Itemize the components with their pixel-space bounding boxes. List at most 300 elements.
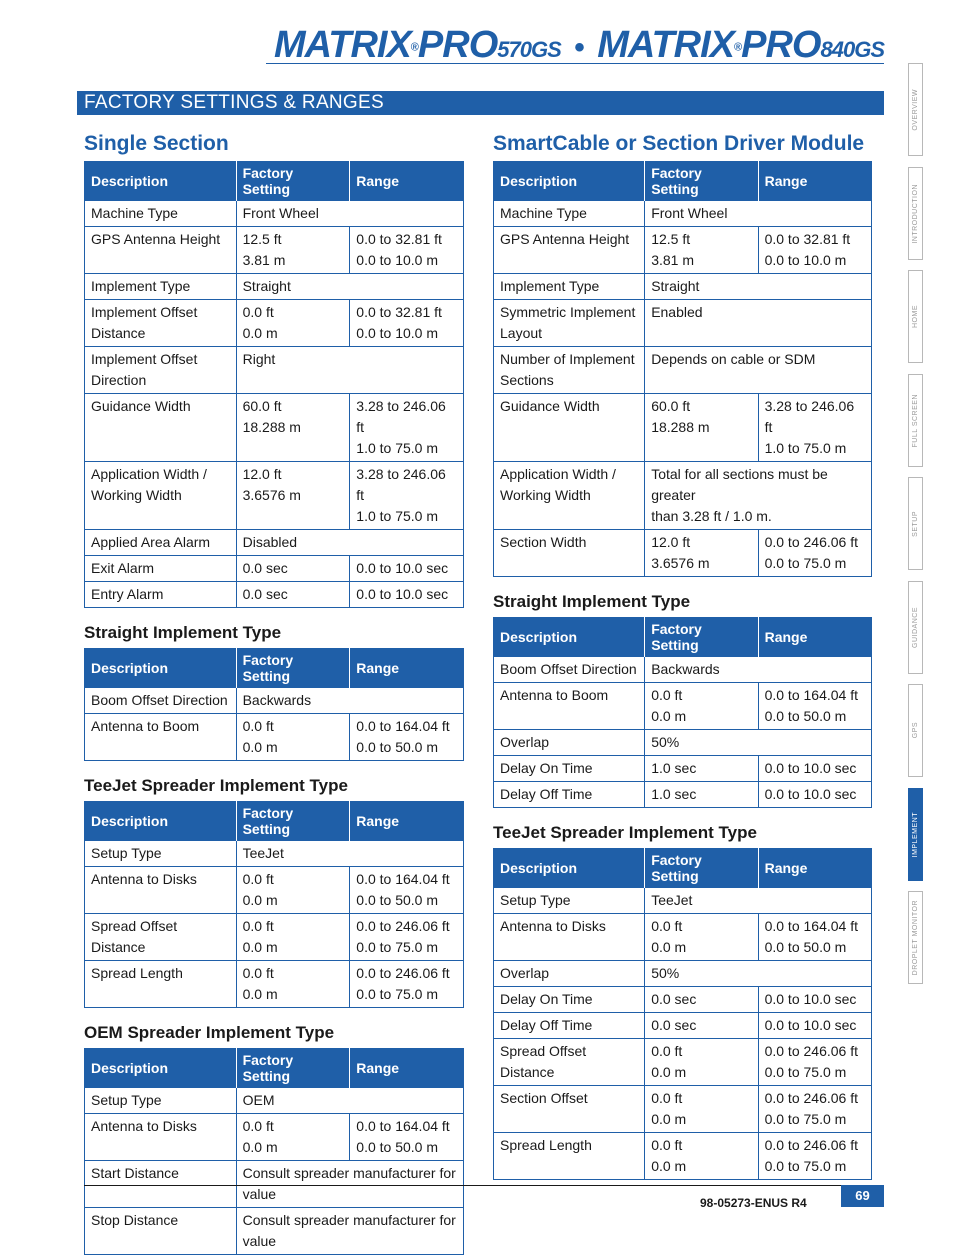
- cell-text: Overlap: [500, 965, 550, 981]
- cell-text: 0.0 to 75.0 m: [356, 939, 438, 955]
- description-cell: [494, 530, 645, 577]
- cell-text: Setup Type: [500, 892, 571, 908]
- cell-text: Antenna to Disks: [91, 871, 197, 887]
- cell-text: 3.28 to 246.06 ft: [356, 398, 446, 435]
- table-row: [494, 530, 872, 577]
- single-oem-table: [84, 1048, 464, 1255]
- cell-text: Symmetric Implement: [500, 304, 636, 320]
- description-cell: [85, 1114, 237, 1161]
- table-row: [85, 1114, 464, 1161]
- header-rule: [266, 63, 884, 64]
- cell-text: Backwards: [242, 692, 312, 708]
- column-header: Range: [350, 162, 464, 201]
- range-cell: [758, 914, 871, 961]
- cell-text: 0.0 sec: [242, 560, 288, 576]
- cell-text: Consult spreader manufacturer for: [242, 1212, 456, 1228]
- cell-text: 0.0 m: [651, 1064, 687, 1080]
- description-cell: [85, 530, 237, 556]
- cell-text: 0.0 to 32.81 ft: [356, 304, 442, 320]
- cell-text: 0.0 to 10.0 sec: [356, 586, 449, 602]
- table-row: [494, 201, 872, 227]
- table-row: [85, 1088, 464, 1114]
- description-cell: [494, 1086, 645, 1133]
- cell-text: 0.0 ft: [651, 687, 683, 703]
- table-row: [494, 227, 872, 274]
- column-header: Factory Setting: [645, 849, 758, 888]
- factory-setting-cell: [645, 1039, 758, 1086]
- cell-text: Depends on cable or SDM: [651, 351, 816, 367]
- cell-text: Right: [242, 351, 276, 367]
- cell-text: 0.0 to 10.0 sec: [764, 786, 857, 802]
- cell-text: 0.0 m: [651, 939, 687, 955]
- range-cell: [350, 556, 464, 582]
- cell-text: Machine Type: [91, 205, 178, 221]
- smartcable-teejet-title: TeeJet Spreader Implement Type: [493, 823, 757, 842]
- cell-text: 0.0 m: [242, 1139, 278, 1155]
- factory-setting-cell: [645, 300, 872, 347]
- factory-setting-cell: [236, 1114, 350, 1161]
- cell-text: 0.0 ft: [651, 918, 683, 934]
- side-tab-implement[interactable]: [908, 788, 923, 881]
- table-row: [494, 987, 872, 1013]
- cell-text: Straight: [242, 278, 291, 294]
- cell-text: Implement Type: [91, 278, 191, 294]
- description-cell: [85, 462, 237, 530]
- side-tab-overview[interactable]: [908, 63, 923, 156]
- cell-text: 0.0 to 246.06 ft: [356, 918, 450, 934]
- cell-text: Section Offset: [500, 1090, 588, 1106]
- cell-text: Application Width /: [91, 466, 207, 482]
- cell-text: 12.5 ft: [651, 231, 691, 247]
- factory-setting-cell: [236, 688, 463, 714]
- cell-text: 0.0 ft: [242, 871, 274, 887]
- cell-text: 0.0 m: [651, 708, 687, 724]
- column-header: Range: [758, 618, 871, 657]
- cell-text: 0.0 to 246.06 ft: [764, 1090, 858, 1106]
- cell-text: 0.0 to 164.04 ft: [356, 718, 450, 734]
- description-cell: [85, 961, 237, 1008]
- cell-text: Spread Offset Distance: [91, 918, 178, 955]
- cell-text: Backwards: [651, 661, 720, 677]
- side-tab-guidance[interactable]: [908, 581, 923, 674]
- range-cell: [350, 227, 464, 274]
- factory-setting-cell: [236, 1208, 463, 1255]
- table-row: [85, 347, 464, 394]
- cell-text: Total for all sections must be greater: [651, 466, 828, 503]
- cell-text: 0.0 to 50.0 m: [764, 708, 847, 724]
- factory-setting-cell: [236, 1161, 463, 1208]
- table-row: [85, 1161, 464, 1208]
- table-row: [85, 530, 464, 556]
- description-cell: [85, 201, 237, 227]
- table-row: [494, 347, 872, 394]
- cell-text: 3.81 m: [651, 252, 694, 268]
- factory-setting-cell: [645, 394, 758, 462]
- table-row: [494, 274, 872, 300]
- cell-text: Working Width: [91, 487, 182, 503]
- cell-text: 12.0 ft: [242, 466, 282, 482]
- description-cell: [494, 347, 645, 394]
- table-header-row: [85, 802, 464, 841]
- cell-text: 12.0 ft: [651, 534, 691, 550]
- smartcable-table: [493, 161, 872, 577]
- range-cell: [758, 1013, 871, 1039]
- cell-text: 0.0 to 50.0 m: [764, 939, 847, 955]
- table-row: [85, 227, 464, 274]
- cell-text: 0.0 to 32.81 ft: [356, 231, 442, 247]
- side-tab-label: DROPLET MONITOR: [912, 899, 919, 976]
- column-header: Factory Setting: [236, 1049, 350, 1088]
- side-tab-label: SETUP: [912, 510, 919, 537]
- table-row: [494, 1039, 872, 1086]
- cell-text: Antenna to Boom: [91, 718, 200, 734]
- cell-text: 3.28 to 246.06 ft: [356, 466, 446, 503]
- column-header: Description: [85, 649, 237, 688]
- side-tab-label: IMPLEMENT: [912, 811, 919, 858]
- table-row: [494, 1086, 872, 1133]
- table-header-row: [85, 1049, 464, 1088]
- cell-text: 0.0 to 10.0 m: [764, 252, 847, 268]
- range-cell: [350, 300, 464, 347]
- factory-setting-cell: [645, 888, 872, 914]
- side-tab-label: HOME: [912, 305, 919, 328]
- table-header-row: [85, 649, 464, 688]
- document-number: 98-05273-ENUS R4: [700, 1196, 807, 1210]
- description-cell: [85, 274, 237, 300]
- description-cell: [494, 914, 645, 961]
- factory-setting-cell: [645, 961, 872, 987]
- table-header-row: [494, 162, 872, 201]
- range-cell: [350, 914, 464, 961]
- cell-text: 0.0 ft: [242, 918, 274, 934]
- range-cell: [350, 714, 464, 761]
- cell-text: 3.28 to 246.06 ft: [764, 398, 855, 435]
- side-tab-label: GUIDANCE: [912, 607, 919, 648]
- cell-text: OEM: [242, 1092, 275, 1108]
- cell-text: 12.5 ft: [242, 231, 282, 247]
- side-tab-introduction[interactable]: [908, 167, 923, 260]
- smartcable-title: SmartCable or Section Driver Module: [493, 132, 865, 155]
- cell-text: 0.0 to 50.0 m: [356, 892, 438, 908]
- cell-text: 18.288 m: [651, 419, 710, 435]
- description-cell: [494, 462, 645, 530]
- factory-setting-cell: [236, 530, 463, 556]
- column-header: Factory Setting: [236, 649, 350, 688]
- cell-text: 0.0 m: [242, 739, 278, 755]
- cell-text: 3.6576 m: [651, 555, 710, 571]
- description-cell: [494, 394, 645, 462]
- column-header: Description: [494, 618, 645, 657]
- column-header: Description: [85, 802, 237, 841]
- description-cell: [85, 1208, 237, 1255]
- column-header: Factory Setting: [236, 162, 350, 201]
- range-cell: [758, 1086, 871, 1133]
- description-cell: [494, 274, 645, 300]
- cell-text: Spread Length: [500, 1137, 592, 1153]
- description-cell: [85, 841, 237, 867]
- column-header: Range: [350, 802, 464, 841]
- cell-text: Straight: [651, 278, 700, 294]
- table-row: [494, 888, 872, 914]
- table-row: [494, 756, 872, 782]
- range-cell: [758, 530, 871, 577]
- table-row: [494, 782, 872, 808]
- description-cell: [85, 688, 237, 714]
- factory-setting-cell: [645, 683, 758, 730]
- table-row: [85, 688, 464, 714]
- table-row: [494, 657, 872, 683]
- cell-text: TeeJet: [651, 892, 693, 908]
- table-row: [85, 841, 464, 867]
- column-header: Factory Setting: [236, 802, 350, 841]
- cell-text: Spread Offset Distance: [500, 1043, 587, 1080]
- single-oem-title: OEM Spreader Implement Type: [84, 1023, 335, 1042]
- cell-text: 0.0 to 50.0 m: [356, 1139, 438, 1155]
- cell-text: Working Width: [500, 487, 591, 503]
- cell-text: 60.0 ft: [651, 398, 691, 414]
- table-header-row: [85, 162, 464, 201]
- cell-text: 0.0 to 164.04 ft: [764, 918, 858, 934]
- factory-setting-cell: [645, 530, 758, 577]
- column-header: Description: [85, 162, 237, 201]
- cell-text: 0.0 to 75.0 m: [764, 1111, 847, 1127]
- cell-text: Setup Type: [91, 845, 162, 861]
- cell-text: Consult spreader manufacturer for: [242, 1165, 456, 1181]
- table-row: [494, 1013, 872, 1039]
- cell-text: Entry Alarm: [91, 586, 164, 602]
- side-tab-home[interactable]: [908, 270, 923, 363]
- cell-text: 0.0 to 10.0 m: [356, 252, 438, 268]
- cell-text: 0.0 to 10.0 sec: [356, 560, 449, 576]
- cell-text: Start Distance: [91, 1165, 179, 1181]
- range-cell: [758, 1133, 871, 1180]
- cell-text: Direction: [91, 372, 147, 388]
- smartcable-straight-title: Straight Implement Type: [493, 592, 691, 611]
- range-cell: [350, 582, 464, 608]
- description-cell: [494, 961, 645, 987]
- column-header: Range: [350, 649, 464, 688]
- table-row: [85, 394, 464, 462]
- single-teejet-table: [84, 801, 464, 1008]
- factory-setting-cell: [645, 1086, 758, 1133]
- cell-text: 0.0 to 164.04 ft: [356, 871, 450, 887]
- table-row: [494, 1133, 872, 1180]
- cell-text: 0.0 sec: [651, 1017, 697, 1033]
- cell-text: 50%: [651, 965, 680, 981]
- cell-text: 1.0 to 75.0 m: [764, 440, 847, 456]
- range-cell: [350, 462, 464, 530]
- table-row: [85, 582, 464, 608]
- cell-text: Implement Offset: [91, 304, 198, 320]
- factory-setting-cell: [645, 462, 872, 530]
- description-cell: [494, 756, 645, 782]
- factory-setting-cell: [645, 347, 872, 394]
- smartcable-teejet-table: [493, 848, 872, 1180]
- single-section-table: [84, 161, 464, 608]
- factory-setting-cell: [645, 1013, 758, 1039]
- single-straight-title: Straight Implement Type: [84, 623, 282, 642]
- section-banner: FACTORY SETTINGS & RANGES: [77, 91, 884, 115]
- cell-text: 0.0 to 10.0 m: [356, 325, 438, 341]
- description-cell: [85, 347, 237, 394]
- cell-text: 0.0 m: [242, 325, 278, 341]
- cell-text: Layout: [500, 325, 543, 341]
- cell-text: 50%: [651, 734, 680, 750]
- cell-text: 3.81 m: [242, 252, 286, 268]
- factory-setting-cell: [645, 201, 872, 227]
- cell-text: 0.0 to 32.81 ft: [764, 231, 851, 247]
- description-cell: [85, 1088, 237, 1114]
- table-row: [494, 394, 872, 462]
- description-cell: [85, 556, 237, 582]
- factory-setting-cell: [236, 201, 463, 227]
- cell-text: Antenna to Disks: [500, 918, 606, 934]
- range-cell: [758, 394, 871, 462]
- cell-text: Disabled: [242, 534, 298, 550]
- description-cell: [494, 227, 645, 274]
- cell-text: 1.0 to 75.0 m: [356, 440, 438, 456]
- factory-setting-cell: [236, 347, 463, 394]
- cell-text: 3.6576 m: [242, 487, 301, 503]
- cell-text: Guidance Width: [500, 398, 600, 414]
- table-header-row: [494, 849, 872, 888]
- cell-text: 0.0 sec: [242, 586, 288, 602]
- side-tab-label: OVERVIEW: [912, 88, 919, 131]
- range-cell: [758, 987, 871, 1013]
- cell-text: Boom Offset Direction: [91, 692, 228, 708]
- cell-text: 0.0 to 246.06 ft: [764, 534, 858, 550]
- range-cell: [350, 867, 464, 914]
- cell-text: GPS Antenna Height: [91, 231, 221, 247]
- factory-setting-cell: [645, 987, 758, 1013]
- cell-text: 0.0 ft: [242, 304, 274, 320]
- cell-text: 0.0 to 75.0 m: [764, 1158, 847, 1174]
- smartcable-column: [493, 131, 872, 1180]
- cell-text: 0.0 sec: [651, 991, 697, 1007]
- description-cell: [494, 1013, 645, 1039]
- factory-setting-cell: [645, 782, 758, 808]
- factory-setting-cell: [236, 556, 350, 582]
- cell-text: 0.0 to 10.0 sec: [764, 991, 857, 1007]
- factory-setting-cell: [236, 714, 350, 761]
- smartcable-straight-table: [493, 617, 872, 808]
- factory-setting-cell: [645, 657, 872, 683]
- cell-text: Spread Length: [91, 965, 183, 981]
- table-row: [85, 961, 464, 1008]
- cell-text: Implement Type: [500, 278, 600, 294]
- range-cell: [350, 394, 464, 462]
- description-cell: [494, 730, 645, 756]
- factory-setting-cell: [236, 841, 463, 867]
- column-header: Factory Setting: [645, 162, 758, 201]
- cell-text: Front Wheel: [651, 205, 728, 221]
- cell-text: 0.0 to 246.06 ft: [764, 1137, 858, 1153]
- range-cell: [758, 1039, 871, 1086]
- cell-text: 0.0 ft: [651, 1090, 683, 1106]
- side-tab-label: FULL SCREEN: [912, 393, 919, 448]
- cell-text: 1.0 sec: [651, 760, 697, 776]
- factory-setting-cell: [236, 1088, 463, 1114]
- range-cell: [758, 782, 871, 808]
- cell-text: 0.0 to 75.0 m: [764, 555, 847, 571]
- page-number: 69: [841, 1185, 884, 1207]
- side-tab-full-screen[interactable]: [908, 374, 923, 467]
- single-section-title: Single Section: [84, 132, 229, 155]
- description-cell: [494, 683, 645, 730]
- cell-text: 18.288 m: [242, 419, 301, 435]
- cell-text: Delay On Time: [500, 991, 593, 1007]
- cell-text: 1.0 sec: [651, 786, 697, 802]
- cell-text: Antenna to Boom: [500, 687, 609, 703]
- side-tab-label: GPS: [912, 722, 919, 739]
- cell-text: Application Width /: [500, 466, 616, 482]
- cell-text: Number of Implement: [500, 351, 635, 367]
- column-header: Range: [758, 849, 871, 888]
- cell-text: Section Width: [500, 534, 587, 550]
- cell-text: 0.0 to 50.0 m: [356, 739, 438, 755]
- table-row: [494, 961, 872, 987]
- range-cell: [758, 227, 871, 274]
- factory-setting-cell: [236, 914, 350, 961]
- range-cell: [350, 961, 464, 1008]
- description-cell: [85, 227, 237, 274]
- cell-text: Sections: [500, 372, 554, 388]
- range-cell: [350, 1114, 464, 1161]
- cell-text: 0.0 m: [242, 939, 278, 955]
- description-cell: [494, 300, 645, 347]
- cell-text: 0.0 ft: [651, 1137, 683, 1153]
- cell-text: 0.0 ft: [651, 1043, 683, 1059]
- cell-text: 0.0 to 75.0 m: [356, 986, 438, 1002]
- cell-text: Applied Area Alarm: [91, 534, 211, 550]
- description-cell: [85, 300, 237, 347]
- footer-rule: [84, 1185, 884, 1186]
- factory-setting-cell: [645, 274, 872, 300]
- cell-text: Distance: [91, 325, 146, 341]
- factory-setting-cell: [645, 227, 758, 274]
- table-row: [494, 300, 872, 347]
- side-tab-droplet-monitor[interactable]: [908, 891, 923, 984]
- cell-text: value: [242, 1233, 277, 1249]
- cell-text: 0.0 m: [651, 1158, 687, 1174]
- single-teejet-title: TeeJet Spreader Implement Type: [84, 776, 348, 795]
- description-cell: [85, 867, 237, 914]
- factory-setting-cell: [236, 961, 350, 1008]
- cell-text: 0.0 to 164.04 ft: [356, 1118, 450, 1134]
- description-cell: [85, 582, 237, 608]
- cell-text: Delay Off Time: [500, 1017, 593, 1033]
- side-tab-gps[interactable]: [908, 684, 923, 777]
- description-cell: [494, 201, 645, 227]
- factory-setting-cell: [645, 914, 758, 961]
- column-header: Range: [758, 162, 871, 201]
- description-cell: [85, 914, 237, 961]
- factory-setting-cell: [236, 867, 350, 914]
- column-header: Description: [494, 849, 645, 888]
- table-row: [85, 867, 464, 914]
- cell-text: 0.0 m: [242, 892, 278, 908]
- factory-setting-cell: [236, 227, 350, 274]
- side-tab-setup[interactable]: [908, 477, 923, 570]
- table-row: [85, 556, 464, 582]
- description-cell: [494, 987, 645, 1013]
- factory-setting-cell: [236, 462, 350, 530]
- cell-text: Enabled: [651, 304, 703, 320]
- factory-setting-cell: [645, 756, 758, 782]
- table-row: [494, 462, 872, 530]
- single-straight-table: [84, 648, 464, 761]
- description-cell: [85, 394, 237, 462]
